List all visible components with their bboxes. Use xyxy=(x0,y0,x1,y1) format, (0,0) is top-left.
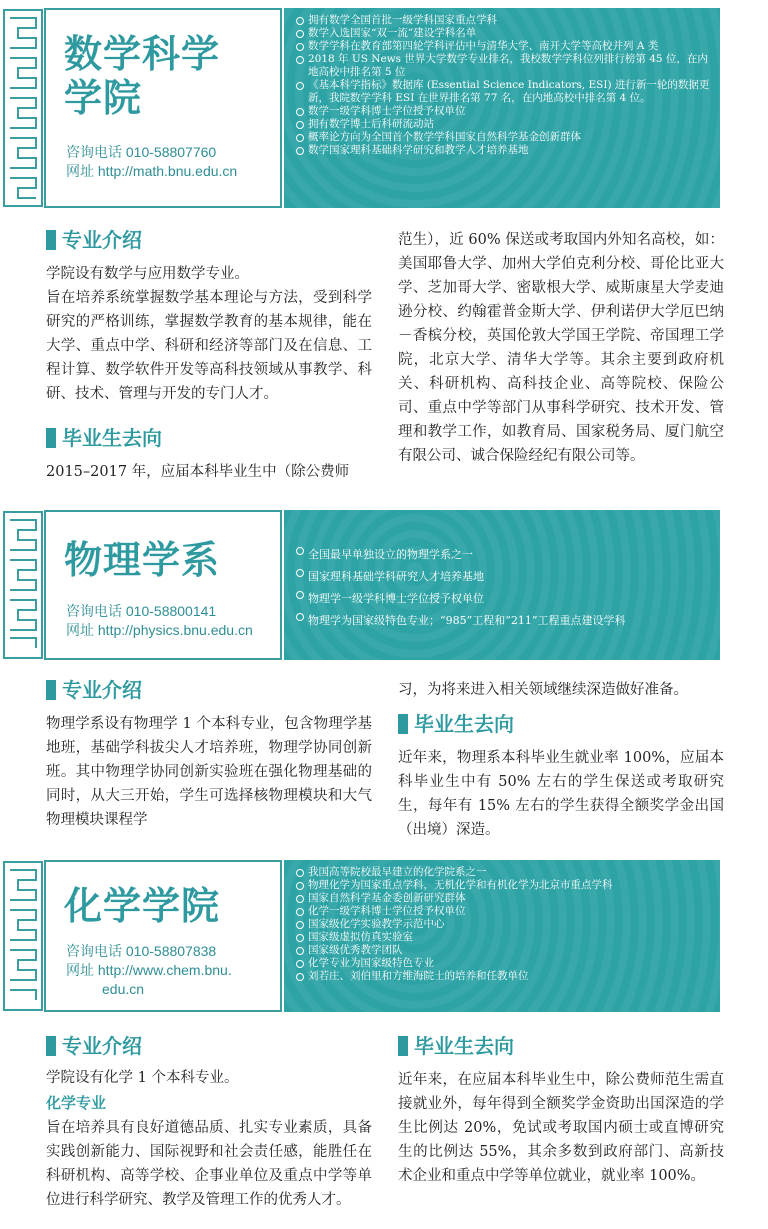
physics-title: 物理学系 xyxy=(64,538,221,582)
math-highlight-item: 拥有数学全国首批一级学科国家重点学科 xyxy=(294,14,710,27)
fret-border-icon xyxy=(0,860,46,1012)
chem-highlight-item: 化学一级学科博士学位授予权单位 xyxy=(294,905,710,918)
chem-highlight-item: 国家级化学实验教学示范中心 xyxy=(294,918,710,931)
chem-title: 化学学院 xyxy=(64,884,221,928)
math-grad-heading: 毕业生去向 xyxy=(46,426,162,450)
fret-border-icon xyxy=(0,8,46,208)
math-header xyxy=(0,0,768,218)
chem-highlight-item: 国家级虚拟仿真实验室 xyxy=(294,931,710,944)
chem-intro-heading: 专业介绍 xyxy=(46,1034,142,1058)
math-highlight-item: 2018 年 US News 世界大学数学专业排名，我校数学学科位列排行榜第 45 位，在内地高校中排名第 5 位 xyxy=(294,53,710,79)
physics-intro-text-1: 物理学系设有物理学 1 个本科专业，包含物理学基地班，基础学科拔尖人才培养班，物理学协同创新班。其中物理学协同创新实验班在强化物理基础的同时，从大三开始，学生可选择核物理模块和大气物理模块课程学 xyxy=(46,716,372,828)
math-title-card xyxy=(44,8,282,208)
chem-intro-text-1: 学院设有化学 1 个本科专业。 xyxy=(46,1070,239,1086)
chem-highlight-item: 物理化学为国家重点学科，无机化学和有机化学为北京市重点学科 xyxy=(294,879,710,892)
math-intro-text: 学院设有数学与应用数学专业。 旨在培养系统掌握数学基本理论与方法，受到科学研究的严格训练，掌握数学教育的基本规律，能在大学、重点中学、科研和经济等部门及在信息、工程计算、数学软件开发等高科技领域从事教学、科研、技术、管理与开发的专门人才。 xyxy=(46,266,372,402)
physics-highlights-panel xyxy=(284,510,720,660)
chem-highlight-item: 我国高等院校最早建立的化学院系之一 xyxy=(294,866,710,879)
math-highlights-panel xyxy=(284,8,720,208)
math-title: 数学科学 学院 xyxy=(64,32,221,120)
physics-intro-heading: 专业介绍 xyxy=(46,678,142,702)
chem-grad-text: 近年来，在应届本科毕业生中，除公费师范生需直接就业外，每年得到全额奖学金资助出国深造的学生比例达 20%，免试或考取国内硕士或直博研究生的比例达 55%，其余多数到政府部门、高新技术企业和重点中学等单位就业，就业率 100%。 xyxy=(398,1072,724,1184)
chem-intro-text-2: 旨在培养具有良好道德品质、扎实专业素质，具备实践创新能力、国际视野和社会责任感，能胜任在科研机构、高等学校、企事业单位及重点中学等单位进行科学研究、教学及管理工作的优秀人才。 xyxy=(46,1120,372,1208)
chem-highlight-item: 化学专业为国家级特色专业 xyxy=(294,957,710,970)
chem-contact xyxy=(66,942,232,999)
math-grad-text-2: 范生），近 60% 保送或考取国内外知名高校，如：美国耶鲁大学、加州大学伯克利分校、哥伦比亚大学、芝加哥大学、密歇根大学、威斯康星大学麦迪逊分校、约翰霍普金斯大学、伊利诺伊大学厄巴纳－香槟分校，英国伦敦大学国王学院、帝国理工学院，北京大学、清华大学等。其余主要到政府机关、科研机构、高科技企业、高等院校、保险公司、重点中学等部门从事科学研究、技术开发、管理和教学工作，如教育局、国家税务局、厦门航空有限公司、诚合保险经纪有限公司等。 xyxy=(398,232,724,464)
physics-grad-text: 近年来，物理系本科毕业生就业率 100%，应届本科毕业生中有 50% 左右的学生保送或考取研究生，每年有 15% 左右的学生获得全额奖学金出国（出境）深造。 xyxy=(398,750,724,838)
math-highlight-item: 数学一级学科博士学位授予权单位 xyxy=(294,105,710,118)
physics-grad-heading: 毕业生去向 xyxy=(398,712,514,736)
chem-highlights-list xyxy=(294,866,710,983)
physics-highlight-item: 国家理科基础学科研究人才培养基地 xyxy=(294,566,710,588)
chem-major-name: 化学专业 xyxy=(46,1094,107,1112)
math-highlight-item: 《基本科学指标》数据库 (Essential Science Indicators, ESI) 进行新一轮的数据更新，我院数学学科 ESI 在世界排名第 77 名，在内地高校中排名第 4 位。 xyxy=(294,79,710,105)
math-highlight-item: 数学国家理科基础科学研究和教学人才培养基地 xyxy=(294,144,710,157)
chem-highlights-panel xyxy=(284,860,720,1012)
math-highlight-item: 数学入选国家“双一流”建设学科名单 xyxy=(294,27,710,40)
chem-highlight-item: 刘若庄、刘伯里和方维海院士的培养和任教单位 xyxy=(294,970,710,983)
math-highlight-item: 概率论方向为全国首个数学学科国家自然科学基金创新群体 xyxy=(294,131,710,144)
physics-web[interactable]: 网址 http://physics.bnu.edu.cn xyxy=(66,622,253,638)
chem-web[interactable]: 网址 http://www.chem.bnu. edu.cn xyxy=(66,962,232,997)
physics-intro-text-2: 习，为将来进入相关领域继续深造做好准备。 xyxy=(398,682,688,698)
physics-contact xyxy=(66,602,253,640)
fret-border-icon xyxy=(0,510,46,660)
math-web[interactable]: 网址 http://math.bnu.edu.cn xyxy=(66,163,238,179)
math-intro-heading: 专业介绍 xyxy=(46,228,142,252)
math-highlights-list xyxy=(294,14,710,157)
physics-header xyxy=(0,502,768,670)
math-highlight-item: 数学学科在教育部第四轮学科评估中与清华大学、南开大学等高校并列 A 类 xyxy=(294,40,710,53)
math-phone: 咨询电话 010-58807760 xyxy=(66,144,217,160)
physics-title-card xyxy=(44,510,282,660)
math-grad-text-1: 2015–2017 年，应届本科毕业生中（除公费师 xyxy=(46,464,350,480)
chem-header xyxy=(0,852,768,1020)
chem-title-card xyxy=(44,860,282,1012)
chem-highlight-item: 国家级优秀教学团队 xyxy=(294,944,710,957)
math-highlight-item: 拥有数学博士后科研流动站 xyxy=(294,118,710,131)
chem-grad-heading: 毕业生去向 xyxy=(398,1034,514,1058)
physics-highlight-item: 物理学为国家级特色专业；“985”工程和“211”工程重点建设学科 xyxy=(294,610,710,632)
physics-highlights-list xyxy=(294,544,710,632)
physics-phone: 咨询电话 010-58800141 xyxy=(66,603,217,619)
math-contact xyxy=(66,143,237,181)
chem-highlight-item: 国家自然科学基金委创新研究群体 xyxy=(294,892,710,905)
physics-highlight-item: 全国最早单独设立的物理学系之一 xyxy=(294,544,710,566)
chem-phone: 咨询电话 010-58807838 xyxy=(66,943,217,959)
physics-highlight-item: 物理学一级学科博士学位授予权单位 xyxy=(294,588,710,610)
